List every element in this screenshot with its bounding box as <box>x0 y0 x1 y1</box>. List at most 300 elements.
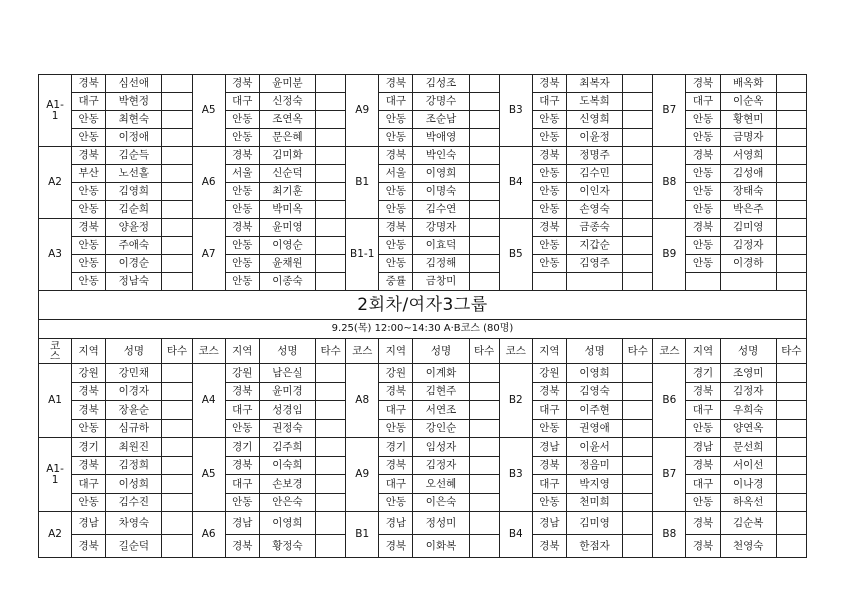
strokes-cell <box>623 111 653 129</box>
course-cell: A1 <box>39 364 72 438</box>
region-cell: 경북 <box>225 382 259 401</box>
strokes-cell <box>776 364 806 383</box>
region-cell: 대구 <box>379 401 413 420</box>
name-cell: 이윤서 <box>566 438 622 457</box>
region-cell: 경남 <box>72 512 106 535</box>
strokes-cell <box>162 147 192 165</box>
strokes-cell <box>316 201 346 219</box>
region-cell: 안동 <box>686 255 720 273</box>
header-region: 지역 <box>532 339 566 364</box>
group-table <box>38 74 807 558</box>
table-row <box>39 419 807 438</box>
region-cell: 대구 <box>532 401 566 420</box>
name-cell: 김주희 <box>259 438 315 457</box>
region-cell: 안동 <box>225 129 259 147</box>
strokes-cell <box>776 419 806 438</box>
name-cell: 김정자 <box>413 456 469 475</box>
name-cell: 박지영 <box>566 475 622 494</box>
header-name: 성명 <box>720 339 776 364</box>
name-cell: 길순덕 <box>106 535 162 558</box>
strokes-cell <box>776 93 806 111</box>
name-cell: 이윤정 <box>566 129 622 147</box>
table-row <box>39 475 807 494</box>
region-cell: 경북 <box>686 219 720 237</box>
name-cell: 심선애 <box>106 75 162 93</box>
region-cell: 부산 <box>72 165 106 183</box>
section-title: 2회차/여자3그룹 <box>39 291 807 320</box>
region-cell: 경북 <box>72 382 106 401</box>
name-cell: 신순덕 <box>259 165 315 183</box>
strokes-cell <box>776 201 806 219</box>
name-cell: 양연옥 <box>720 419 776 438</box>
header-region: 지역 <box>686 339 720 364</box>
region-cell: 경기 <box>225 438 259 457</box>
header-course: 코스 <box>499 339 532 364</box>
name-cell: 신영희 <box>566 111 622 129</box>
course-cell: A4 <box>192 364 225 438</box>
strokes-cell <box>162 165 192 183</box>
region-cell: 안동 <box>532 129 566 147</box>
name-cell: 권정숙 <box>259 419 315 438</box>
name-cell: 김순복 <box>720 512 776 535</box>
name-cell: 이순옥 <box>720 93 776 111</box>
strokes-cell <box>623 535 653 558</box>
region-cell: 경북 <box>72 147 106 165</box>
name-cell: 김영희 <box>106 183 162 201</box>
strokes-cell <box>776 273 806 291</box>
name-cell: 박애영 <box>413 129 469 147</box>
region-cell: 안동 <box>225 111 259 129</box>
name-cell: 박인숙 <box>413 147 469 165</box>
strokes-cell <box>469 219 499 237</box>
strokes-cell <box>469 364 499 383</box>
name-cell: 문은혜 <box>259 129 315 147</box>
header-strokes: 타수 <box>469 339 499 364</box>
name-cell: 이인자 <box>566 183 622 201</box>
name-cell: 노선홀 <box>106 165 162 183</box>
name-cell: 김성조 <box>413 75 469 93</box>
strokes-cell <box>316 535 346 558</box>
strokes-cell <box>776 129 806 147</box>
strokes-cell <box>776 493 806 512</box>
header-name: 성명 <box>106 339 162 364</box>
strokes-cell <box>776 147 806 165</box>
strokes-cell <box>162 219 192 237</box>
region-cell: 대구 <box>379 93 413 111</box>
name-cell: 하옥선 <box>720 493 776 512</box>
region-cell: 경북 <box>72 535 106 558</box>
course-cell: B2 <box>499 364 532 438</box>
strokes-cell <box>469 382 499 401</box>
strokes-cell <box>469 111 499 129</box>
course-cell: B1 <box>346 147 379 219</box>
name-cell: 도복희 <box>566 93 622 111</box>
strokes-cell <box>623 273 653 291</box>
name-cell: 장태숙 <box>720 183 776 201</box>
region-cell: 안동 <box>686 419 720 438</box>
course-cell: B8 <box>653 147 686 219</box>
strokes-cell <box>162 273 192 291</box>
region-cell: 경북 <box>686 535 720 558</box>
region-cell: 안동 <box>72 493 106 512</box>
region-cell: 대구 <box>379 475 413 494</box>
region-cell: 경북 <box>225 147 259 165</box>
strokes-cell <box>162 255 192 273</box>
name-cell: 김수진 <box>106 493 162 512</box>
strokes-cell <box>469 165 499 183</box>
region-cell: 대구 <box>225 475 259 494</box>
course-cell: A2 <box>39 147 72 219</box>
name-cell: 양윤정 <box>106 219 162 237</box>
name-cell: 이성희 <box>106 475 162 494</box>
region-cell: 안동 <box>379 419 413 438</box>
name-cell: 이경순 <box>106 255 162 273</box>
region-cell: 대구 <box>225 401 259 420</box>
name-cell: 서연조 <box>413 401 469 420</box>
strokes-cell <box>316 512 346 535</box>
region-cell: 경기 <box>72 438 106 457</box>
region-cell: 강원 <box>72 364 106 383</box>
course-cell: B1-1 <box>346 219 379 291</box>
strokes-cell <box>162 493 192 512</box>
strokes-cell <box>316 165 346 183</box>
region-cell: 안동 <box>225 273 259 291</box>
strokes-cell <box>776 535 806 558</box>
table-row <box>39 219 807 237</box>
region-cell: 경북 <box>379 382 413 401</box>
strokes-cell <box>469 183 499 201</box>
strokes-cell <box>162 201 192 219</box>
table-row <box>39 93 807 111</box>
strokes-cell <box>316 255 346 273</box>
region-cell: 대구 <box>686 475 720 494</box>
strokes-cell <box>469 401 499 420</box>
region-cell: 안동 <box>686 493 720 512</box>
region-cell: 안동 <box>379 183 413 201</box>
region-cell: 경북 <box>379 456 413 475</box>
name-cell: 심규하 <box>106 419 162 438</box>
name-cell: 김미화 <box>259 147 315 165</box>
section-subtitle: 9.25(목) 12:00~14:30 A·B코스 (80명) <box>39 320 807 339</box>
name-cell: 오선혜 <box>413 475 469 494</box>
name-cell: 윤미영 <box>259 219 315 237</box>
strokes-cell <box>316 219 346 237</box>
name-cell: 박은주 <box>720 201 776 219</box>
table-row <box>39 456 807 475</box>
name-cell: 김미영 <box>720 219 776 237</box>
region-cell: 안동 <box>225 493 259 512</box>
strokes-cell <box>162 75 192 93</box>
region-cell: 경북 <box>379 147 413 165</box>
header-strokes: 타수 <box>316 339 346 364</box>
course-cell: B9 <box>653 219 686 291</box>
region-cell: 대구 <box>72 475 106 494</box>
region-cell: 안동 <box>686 237 720 255</box>
name-cell: 금명자 <box>720 129 776 147</box>
table-row <box>39 512 807 535</box>
strokes-cell <box>623 456 653 475</box>
region-cell: 강원 <box>379 364 413 383</box>
strokes-cell <box>469 237 499 255</box>
course-cell: B1 <box>346 512 379 558</box>
strokes-cell <box>469 273 499 291</box>
name-cell: 정음미 <box>566 456 622 475</box>
name-cell: 문선희 <box>720 438 776 457</box>
strokes-cell <box>623 147 653 165</box>
name-cell: 이은숙 <box>413 493 469 512</box>
region-cell: 경북 <box>686 456 720 475</box>
region-cell: 경북 <box>225 535 259 558</box>
strokes-cell <box>469 475 499 494</box>
course-cell: B7 <box>653 438 686 512</box>
name-cell: 이경자 <box>106 382 162 401</box>
name-cell: 천영숙 <box>720 535 776 558</box>
region-cell: 경기 <box>379 438 413 457</box>
region-cell: 경기 <box>686 364 720 383</box>
strokes-cell <box>316 401 346 420</box>
section-subtitle-row <box>39 320 807 339</box>
region-cell: 경남 <box>532 438 566 457</box>
course-cell: A6 <box>192 147 225 219</box>
region-cell: 안동 <box>532 201 566 219</box>
strokes-cell <box>162 535 192 558</box>
region-cell: 안동 <box>532 111 566 129</box>
name-cell: 차영숙 <box>106 512 162 535</box>
strokes-cell <box>776 237 806 255</box>
name-cell: 윤미분 <box>259 75 315 93</box>
name-cell: 주애숙 <box>106 237 162 255</box>
strokes-cell <box>623 93 653 111</box>
region-cell: 안동 <box>532 255 566 273</box>
name-cell: 김영숙 <box>566 382 622 401</box>
strokes-cell <box>162 419 192 438</box>
name-cell: 임성자 <box>413 438 469 457</box>
name-cell: 이숙희 <box>259 456 315 475</box>
name-cell: 윤채원 <box>259 255 315 273</box>
region-cell: 안동 <box>72 129 106 147</box>
name-cell: 권영애 <box>566 419 622 438</box>
name-cell: 김정자 <box>720 237 776 255</box>
region-cell: 경북 <box>686 75 720 93</box>
strokes-cell <box>469 493 499 512</box>
name-cell: 최복자 <box>566 75 622 93</box>
course-cell: B3 <box>499 438 532 512</box>
strokes-cell <box>623 255 653 273</box>
course-cell: A9 <box>346 75 379 147</box>
strokes-cell <box>469 512 499 535</box>
strokes-cell <box>469 147 499 165</box>
region-cell: 경남 <box>225 512 259 535</box>
region-cell: 대구 <box>686 401 720 420</box>
name-cell: 남은실 <box>259 364 315 383</box>
strokes-cell <box>776 512 806 535</box>
table-row <box>39 382 807 401</box>
course-cell: B5 <box>499 219 532 291</box>
name-cell: 박미옥 <box>259 201 315 219</box>
table-row <box>39 535 807 558</box>
header-strokes: 타수 <box>776 339 806 364</box>
table-row <box>39 237 807 255</box>
name-cell: 박현정 <box>106 93 162 111</box>
course-cell: B6 <box>653 364 686 438</box>
name-cell: 김미영 <box>566 512 622 535</box>
strokes-cell <box>469 93 499 111</box>
strokes-cell <box>776 438 806 457</box>
strokes-cell <box>623 219 653 237</box>
name-cell: 강민채 <box>106 364 162 383</box>
region-cell: 안동 <box>532 237 566 255</box>
header-name: 성명 <box>259 339 315 364</box>
name-cell: 지갑순 <box>566 237 622 255</box>
strokes-cell <box>776 475 806 494</box>
strokes-cell <box>162 111 192 129</box>
region-cell: 중률 <box>379 273 413 291</box>
name-cell: 손영숙 <box>566 201 622 219</box>
name-cell: 이효덕 <box>413 237 469 255</box>
name-cell: 김영주 <box>566 255 622 273</box>
region-cell: 안동 <box>225 201 259 219</box>
strokes-cell <box>162 183 192 201</box>
region-cell: 안동 <box>72 201 106 219</box>
region-cell: 경북 <box>72 456 106 475</box>
region-cell: 안동 <box>532 419 566 438</box>
region-cell: 서울 <box>379 165 413 183</box>
strokes-cell <box>316 237 346 255</box>
name-cell: 강명자 <box>413 219 469 237</box>
name-cell: 김수민 <box>566 165 622 183</box>
region-cell: 안동 <box>72 273 106 291</box>
region-cell: 안동 <box>379 201 413 219</box>
name-cell: 김순득 <box>106 147 162 165</box>
region-cell: 강원 <box>532 364 566 383</box>
strokes-cell <box>162 475 192 494</box>
schedule-sheet <box>38 74 807 558</box>
region-cell: 안동 <box>532 493 566 512</box>
strokes-cell <box>623 382 653 401</box>
name-cell: 김정자 <box>720 382 776 401</box>
strokes-cell <box>469 201 499 219</box>
name-cell: 이경하 <box>720 255 776 273</box>
strokes-cell <box>469 129 499 147</box>
strokes-cell <box>623 401 653 420</box>
name-cell: 이명숙 <box>413 183 469 201</box>
strokes-cell <box>316 129 346 147</box>
strokes-cell <box>623 201 653 219</box>
name-cell: 손보경 <box>259 475 315 494</box>
name-cell: 금창미 <box>413 273 469 291</box>
name-cell: 김성애 <box>720 165 776 183</box>
strokes-cell <box>623 75 653 93</box>
region-cell: 안동 <box>72 255 106 273</box>
strokes-cell <box>316 183 346 201</box>
strokes-cell <box>162 382 192 401</box>
strokes-cell <box>623 165 653 183</box>
course-cell: A5 <box>192 438 225 512</box>
region-cell: 안동 <box>686 165 720 183</box>
name-cell: 성경임 <box>259 401 315 420</box>
header-course: 코 스 <box>39 339 72 364</box>
region-cell: 안동 <box>225 237 259 255</box>
region-cell: 안동 <box>225 255 259 273</box>
table-row <box>39 273 807 291</box>
name-cell: 조영미 <box>720 364 776 383</box>
name-cell: 최현숙 <box>106 111 162 129</box>
name-cell: 황정숙 <box>259 535 315 558</box>
strokes-cell <box>623 419 653 438</box>
strokes-cell <box>316 111 346 129</box>
region-cell: 안동 <box>379 255 413 273</box>
table-row <box>39 493 807 512</box>
section-title-row <box>39 291 807 320</box>
course-cell: A5 <box>192 75 225 147</box>
strokes-cell <box>776 401 806 420</box>
strokes-cell <box>162 438 192 457</box>
table-row <box>39 201 807 219</box>
region-cell: 경북 <box>532 382 566 401</box>
name-cell: 이영희 <box>413 165 469 183</box>
name-cell: 정남숙 <box>106 273 162 291</box>
name-cell: 정명주 <box>566 147 622 165</box>
region-cell: 대구 <box>225 93 259 111</box>
strokes-cell <box>316 382 346 401</box>
region-cell: 안동 <box>686 111 720 129</box>
name-cell: 이정애 <box>106 129 162 147</box>
course-cell: A8 <box>346 364 379 438</box>
region-cell: 경북 <box>379 535 413 558</box>
course-cell: A1- 1 <box>39 438 72 512</box>
region-cell: 대구 <box>72 93 106 111</box>
strokes-cell <box>316 493 346 512</box>
strokes-cell <box>776 382 806 401</box>
strokes-cell <box>162 512 192 535</box>
region-cell: 안동 <box>72 111 106 129</box>
region-cell: 경북 <box>532 219 566 237</box>
strokes-cell <box>316 273 346 291</box>
strokes-cell <box>316 147 346 165</box>
name-cell: 조순남 <box>413 111 469 129</box>
region-cell: 경북 <box>225 75 259 93</box>
strokes-cell <box>469 535 499 558</box>
table-row <box>39 255 807 273</box>
table-row <box>39 438 807 457</box>
strokes-cell <box>162 93 192 111</box>
name-cell: 우희숙 <box>720 401 776 420</box>
region-cell: 안동 <box>225 183 259 201</box>
name-cell: 김현주 <box>413 382 469 401</box>
region-cell: 안동 <box>379 129 413 147</box>
strokes-cell <box>316 75 346 93</box>
name-cell: 조연옥 <box>259 111 315 129</box>
strokes-cell <box>776 111 806 129</box>
name-cell: 장윤순 <box>106 401 162 420</box>
region-cell: 경남 <box>532 512 566 535</box>
name-cell: 정성미 <box>413 512 469 535</box>
region-cell: 경북 <box>72 75 106 93</box>
region-cell <box>532 273 566 291</box>
course-cell: A9 <box>346 438 379 512</box>
strokes-cell <box>776 456 806 475</box>
region-cell: 경북 <box>532 147 566 165</box>
course-cell: B7 <box>653 75 686 147</box>
strokes-cell <box>623 438 653 457</box>
region-cell: 안동 <box>379 111 413 129</box>
name-cell <box>720 273 776 291</box>
header-region: 지역 <box>379 339 413 364</box>
region-cell: 안동 <box>379 493 413 512</box>
region-cell: 경북 <box>686 512 720 535</box>
header-name: 성명 <box>413 339 469 364</box>
strokes-cell <box>623 493 653 512</box>
